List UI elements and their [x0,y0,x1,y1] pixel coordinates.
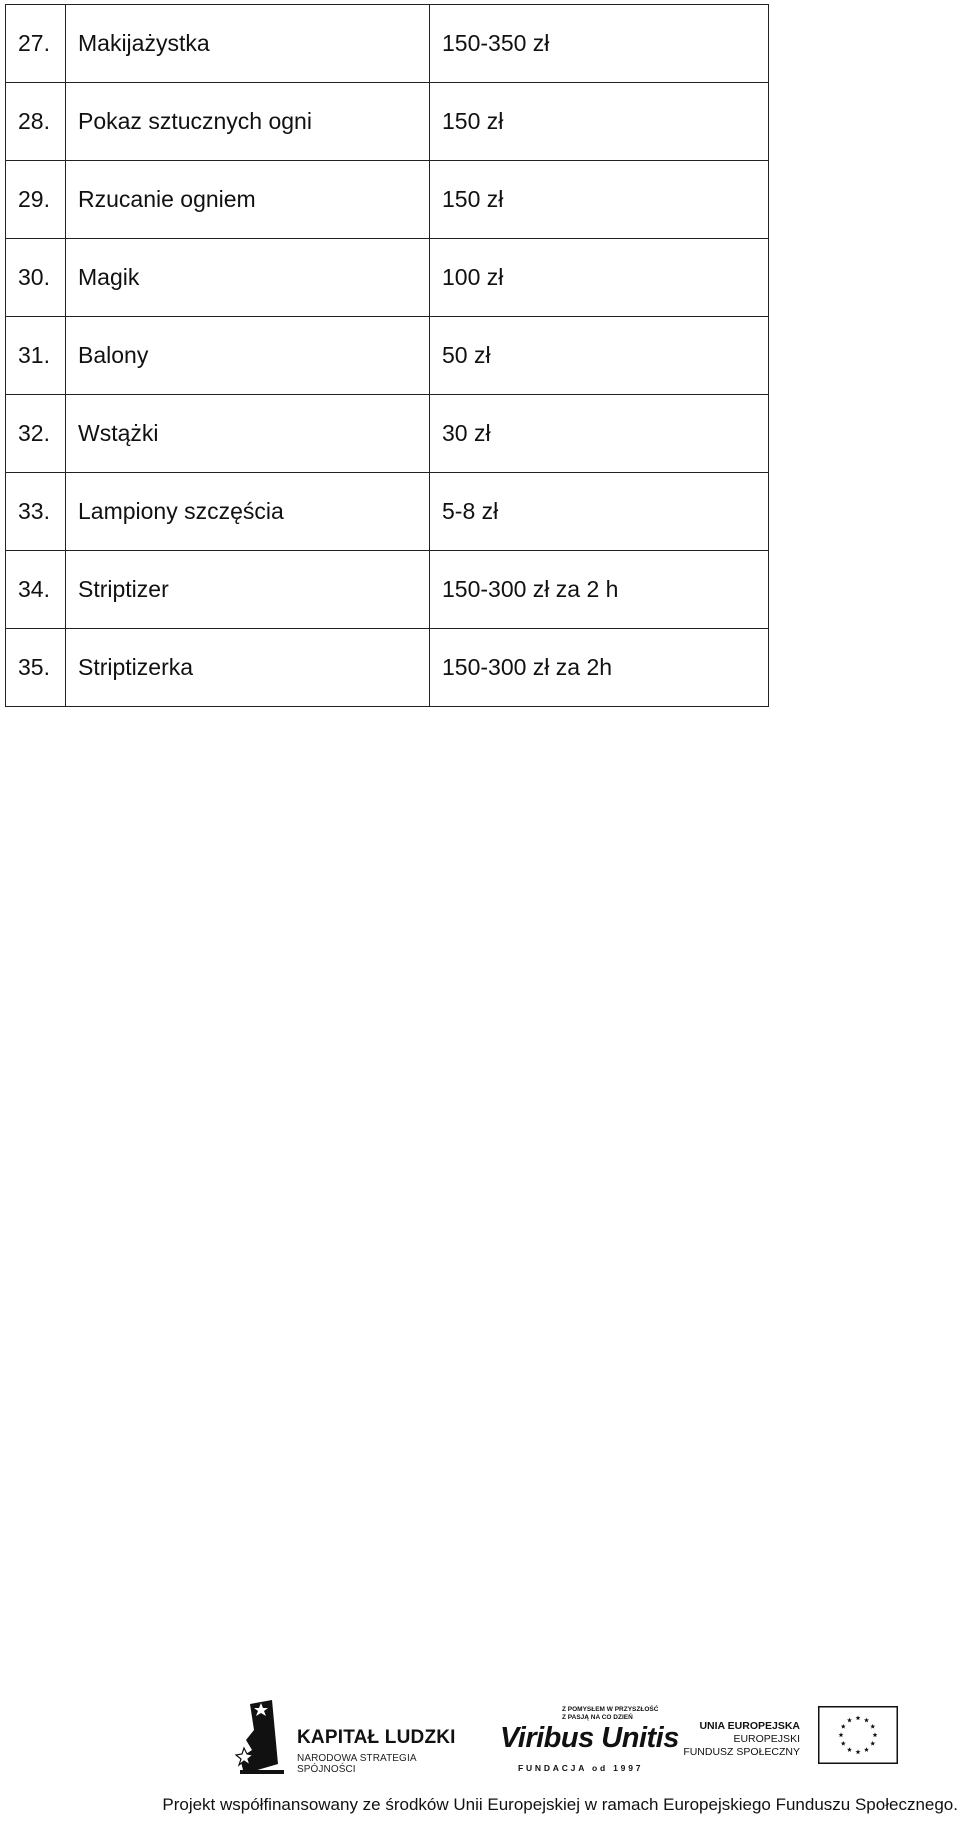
table-row [6,239,769,317]
viribus-unitis-name: Viribus Unitis [500,1722,679,1754]
table-row [6,317,769,395]
service-name: Striptizer [66,551,430,629]
service-price: 150 zł [430,83,769,161]
service-name: Pokaz sztucznych ogni [66,83,430,161]
table-row [6,629,769,707]
eu-line: EUROPEJSKI [733,1733,800,1745]
viribus-tagline-line: Z PASJĄ NA CO DZIEŃ [562,1714,633,1721]
row-number: 30. [6,239,66,317]
eu-line: UNIA EUROPEJSKA [699,1720,800,1732]
table-row [6,551,769,629]
kapital-ludzki-subtitle: NARODOWA STRATEGIA SPÓJNOŚCI [297,1753,417,1775]
table-row [6,161,769,239]
kapital-ludzki-title: KAPITAŁ LUDZKI [297,1727,456,1748]
table-row [6,473,769,551]
service-name: Lampiony szczęścia [66,473,430,551]
funding-logos [0,1692,960,1782]
row-number: 32. [6,395,66,473]
viribus-unitis-logo [500,1702,679,1782]
kapital-ludzki-emblem-icon [232,1700,292,1780]
viribus-unitis-subtitle: FUNDACJA od 1997 [518,1763,644,1773]
kapital-ludzki-logo [232,1700,464,1780]
price-table [5,4,769,707]
service-name: Magik [66,239,430,317]
eu-flag-icon [818,1706,898,1764]
viribus-unitis-tagline [562,1706,658,1722]
row-number: 27. [6,5,66,83]
service-name: Rzucanie ogniem [66,161,430,239]
service-price: 100 zł [430,239,769,317]
service-name: Wstążki [66,395,430,473]
service-price: 150-350 zł [430,5,769,83]
eu-line: FUNDUSZ SPOŁECZNY [683,1746,800,1758]
row-number: 34. [6,551,66,629]
eu-text [683,1720,800,1759]
table-row [6,395,769,473]
row-number: 28. [6,83,66,161]
viribus-tagline-line: Z POMYSŁEM W PRZYSZŁOŚĆ [562,1706,659,1713]
row-number: 35. [6,629,66,707]
service-price: 150-300 zł za 2 h [430,551,769,629]
funding-note: Projekt współfinansowany ze środków Unii Europejskiej w ramach Europejskiego Funduszu Społecznego. [162,1795,958,1814]
row-number: 29. [6,161,66,239]
service-price: 150 zł [430,161,769,239]
service-price: 5-8 zł [430,473,769,551]
service-name: Makijażystka [66,5,430,83]
service-name: Striptizerka [66,629,430,707]
service-price: 50 zł [430,317,769,395]
service-name: Balony [66,317,430,395]
row-number: 31. [6,317,66,395]
table-row [6,83,769,161]
row-number: 33. [6,473,66,551]
service-price: 150-300 zł za 2h [430,629,769,707]
service-price: 30 zł [430,395,769,473]
table-row [6,5,769,83]
unia-europejska-logo [683,1706,910,1776]
